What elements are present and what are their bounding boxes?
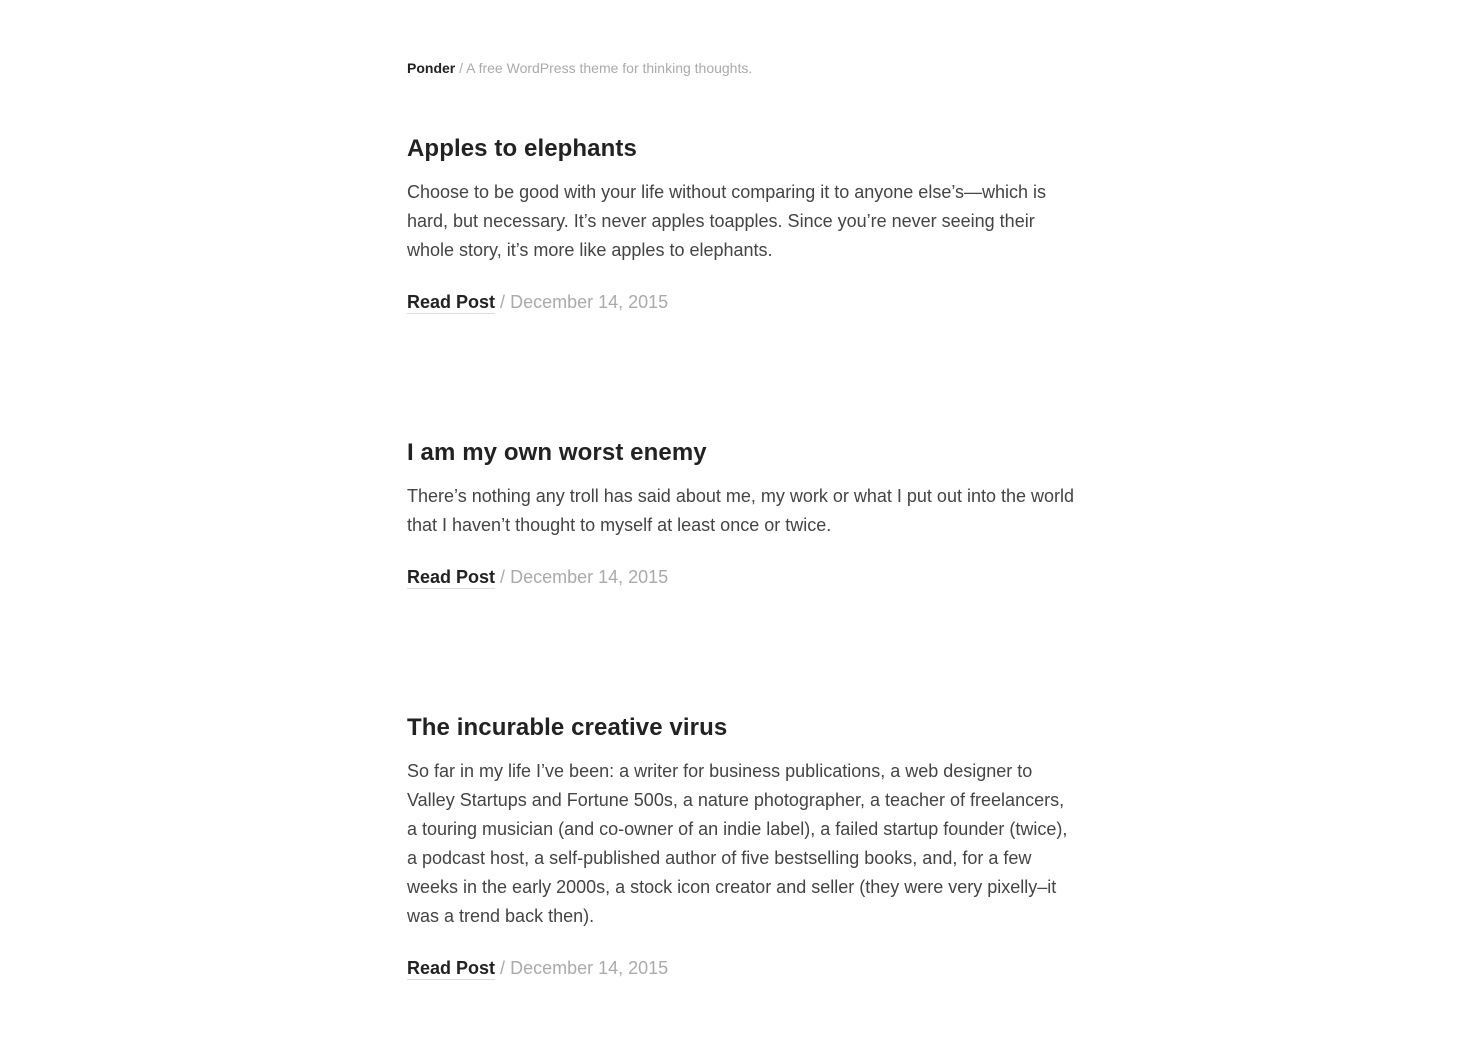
post-excerpt: Choose to be good with your life without comparing it to anyone else’s—which is hard, but necessary. It’s never apples toapples. Since you’re never seeing their whole story, it’s more like apples to elephants. bbox=[407, 182, 1047, 260]
post-date: December 14, 2015 bbox=[510, 958, 669, 978]
read-post-link[interactable]: Read Post bbox=[407, 567, 496, 587]
post-incurable-creative-virus bbox=[407, 713, 1077, 980]
read-post-link[interactable]: Read Post bbox=[407, 958, 496, 978]
post-meta bbox=[407, 565, 1077, 589]
meta-separator: / bbox=[500, 292, 506, 312]
post-apples-to-elephants bbox=[407, 134, 1077, 314]
site-title-separator: / bbox=[459, 60, 464, 76]
post-title[interactable]: I am my own worst enemy bbox=[407, 439, 707, 466]
post-date: December 14, 2015 bbox=[510, 292, 669, 312]
meta-separator: / bbox=[500, 567, 506, 587]
site-title-link[interactable]: Ponder bbox=[407, 60, 456, 76]
post-excerpt: So far in my life I’ve been: a writer for business publications, a web designer to Valley Startups and Fortune 500s, a nature photographer, a teacher of freelancers, a touring musician (and co-owner of an indie label), a failed startup founder (twice), a podcast host, a self-published author of five bestselling books, and, for a few weeks in the early 2000s, a stock icon creator and seller (they were very pixelly–it was a trend back then). bbox=[407, 761, 1068, 926]
post-date: December 14, 2015 bbox=[510, 567, 669, 587]
meta-separator: / bbox=[500, 958, 506, 978]
site-header bbox=[407, 59, 752, 77]
post-meta bbox=[407, 956, 1077, 980]
post-meta bbox=[407, 290, 1077, 314]
post-own-worst-enemy bbox=[407, 438, 1077, 589]
post-title[interactable]: The incurable creative virus bbox=[407, 714, 728, 741]
read-post-link[interactable]: Read Post bbox=[407, 292, 496, 312]
site-tagline: A free WordPress theme for thinking thoughts. bbox=[466, 60, 753, 76]
post-title[interactable]: Apples to elephants bbox=[407, 135, 637, 162]
post-excerpt: There’s nothing any troll has said about me, my work or what I put out into the world that I haven’t thought to myself at least once or twice. bbox=[407, 486, 1075, 535]
